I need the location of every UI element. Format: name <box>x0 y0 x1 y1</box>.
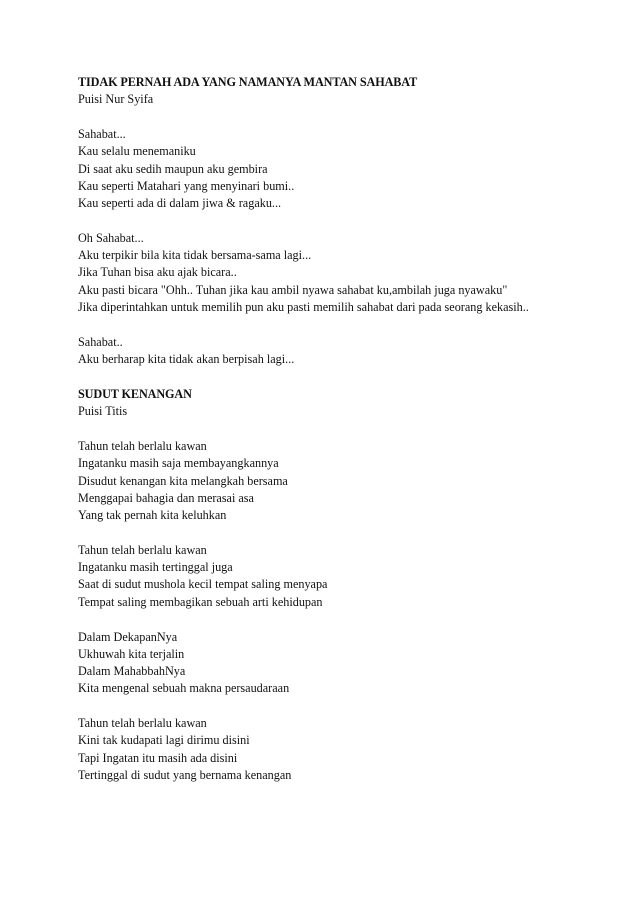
stanza-gap <box>78 316 608 334</box>
poem-line: Tempat saling membagikan sebuah arti kehidupan <box>78 594 323 609</box>
poem-line: Kini tak kudapati lagi dirimu disini <box>78 733 250 748</box>
stanza <box>78 542 608 611</box>
poem-line: Ukhuwah kita terjalin <box>78 646 185 661</box>
stanza <box>78 629 608 698</box>
poem-author: Puisi Titis <box>78 404 128 419</box>
poem-line: Aku terpikir bila kita tidak bersama-sama lagi... <box>78 248 312 263</box>
stanza-gap <box>78 108 608 126</box>
poem-author: Puisi Nur Syifa <box>78 92 154 107</box>
poem-line: Tapi Ingatan itu masih ada disini <box>78 750 238 765</box>
poem-line: Tahun telah berlalu kawan <box>78 543 207 558</box>
poem-line: Dalam MahabbahNya <box>78 664 186 679</box>
poem-title: TIDAK PERNAH ADA YANG NAMANYA MANTAN SAHABAT <box>78 75 418 89</box>
poem-line: Saat di sudut mushola kecil tempat saling menyapa <box>78 577 328 592</box>
stanza-gap <box>78 212 608 230</box>
stanza-gap <box>78 611 608 629</box>
poem-line: Ingatanku masih tertinggal juga <box>78 560 233 575</box>
stanza <box>78 334 608 368</box>
stanza-gap <box>78 697 608 715</box>
poem-line: Aku pasti bicara "Ohh.. Tuhan jika kau ambil nyawa sahabat ku,ambilah juga nyawaku" <box>78 282 508 297</box>
poem-line: Jika diperintahkan untuk memilih pun aku pasti memilih sahabat dari pada seorang kekasih.. <box>78 299 529 314</box>
poem-line: Kita mengenal sebuah makna persaudaraan <box>78 681 290 696</box>
poem-line: Sahabat... <box>78 127 126 142</box>
poem-line: Jika Tuhan bisa aku ajak bicara.. <box>78 265 237 280</box>
poem-line: Di saat aku sedih maupun aku gembira <box>78 161 268 176</box>
poem-line: Tahun telah berlalu kawan <box>78 439 207 454</box>
poem-line: Ingatanku masih saja membayangkannya <box>78 456 279 471</box>
section-gap <box>78 368 608 386</box>
poem-line: Sahabat.. <box>78 334 123 349</box>
stanza <box>78 438 608 524</box>
poem-line: Tertinggal di sudut yang bernama kenangan <box>78 767 292 782</box>
poem-line: Menggapai bahagia dan merasai asa <box>78 490 254 505</box>
stanza <box>78 230 608 316</box>
stanza <box>78 126 608 212</box>
poem-line: Oh Sahabat... <box>78 231 144 246</box>
stanza <box>78 715 608 784</box>
poem-line: Tahun telah berlalu kawan <box>78 716 207 731</box>
stanza-gap <box>78 524 608 542</box>
poem-line: Aku berharap kita tidak akan berpisah lagi... <box>78 352 295 367</box>
poem-1 <box>78 74 608 368</box>
stanza-gap <box>78 420 608 438</box>
poem-title: SUDUT KENANGAN <box>78 387 192 402</box>
poem-line: Kau selalu menemaniku <box>78 144 196 159</box>
poem-line: Kau seperti ada di dalam jiwa & ragaku... <box>78 196 282 211</box>
poem-line: Yang tak pernah kita keluhkan <box>78 508 227 523</box>
document-body <box>78 74 608 784</box>
poem-2 <box>78 386 608 784</box>
poem-line: Kau seperti Matahari yang menyinari bumi.. <box>78 178 295 193</box>
poem-line: Dalam DekapanNya <box>78 629 178 644</box>
poem-line: Disudut kenangan kita melangkah bersama <box>78 473 288 488</box>
